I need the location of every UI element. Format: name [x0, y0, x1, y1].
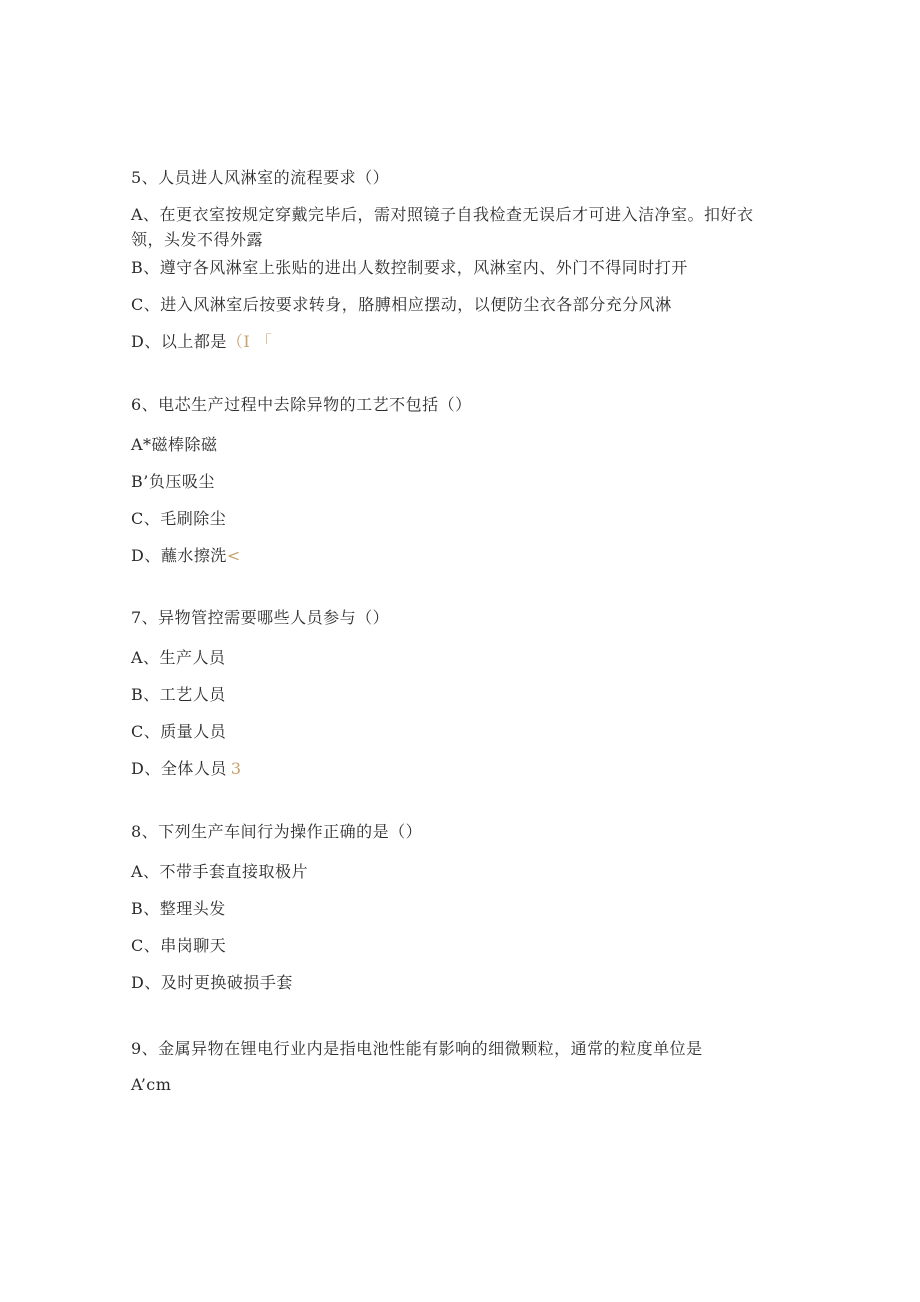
question-7-option-d-row [131, 758, 242, 780]
question-5-option-d: D、以上都是 [131, 332, 227, 351]
question-7-answer-mark: 3 [230, 759, 242, 778]
question-6-option-a: A*磁棒除磁 [131, 435, 218, 454]
question-6-option-d: D、蘸水擦洗 [131, 546, 227, 565]
question-7-option-a: A、生产人员 [131, 648, 226, 667]
question-6-stem: 6、电芯生产过程中去除异物的工艺不包括（） [131, 395, 472, 414]
question-5-option-d-row [131, 331, 272, 353]
question-6-option-d-row [131, 545, 241, 567]
question-8-option-d: D、及时更换破损手套 [131, 973, 293, 992]
question-7-option-c: C、质量人员 [131, 722, 227, 741]
question-7-option-b: B、工艺人员 [131, 685, 226, 704]
question-8-option-a: A、不带手套直接取极片 [131, 862, 309, 881]
question-5-answer-mark: （I 「 [226, 332, 273, 351]
question-9-option-a: A’cm [131, 1075, 172, 1094]
question-5-stem: 5、人员进人风淋室的流程要求（） [131, 168, 390, 187]
question-6-option-b: B’负压吸尘 [131, 472, 215, 491]
question-7-option-d: D、全体人员 [131, 759, 227, 778]
question-5-option-c: C、进入风淋室后按要求转身，胳膊相应摆动，以便防尘衣各部分充分风淋 [131, 295, 672, 314]
question-6-option-c: C、毛刷除尘 [131, 509, 227, 528]
question-6-answer-mark: < [226, 546, 241, 565]
question-5-option-b: B、遵守各风淋室上张贴的进出人数控制要求，风淋室内、外门不得同时打开 [131, 258, 688, 277]
question-8-option-c: C、串岗聊天 [131, 936, 227, 955]
question-9-stem: 9、金属异物在锂电行业内是指电池性能有影响的细微颗粒，通常的粒度单位是 [131, 1039, 703, 1058]
question-5-option-a: A、在更衣室按规定穿戴完毕后，需对照镜子自我检查无误后才可进入洁净室。扣好衣领，头发不得外露 [131, 205, 754, 249]
question-8-option-b: B、整理头发 [131, 899, 226, 918]
question-7-stem: 7、异物管控需要哪些人员参与（） [131, 608, 390, 627]
question-8-stem: 8、下列生产车间行为操作正确的是（） [131, 822, 423, 841]
